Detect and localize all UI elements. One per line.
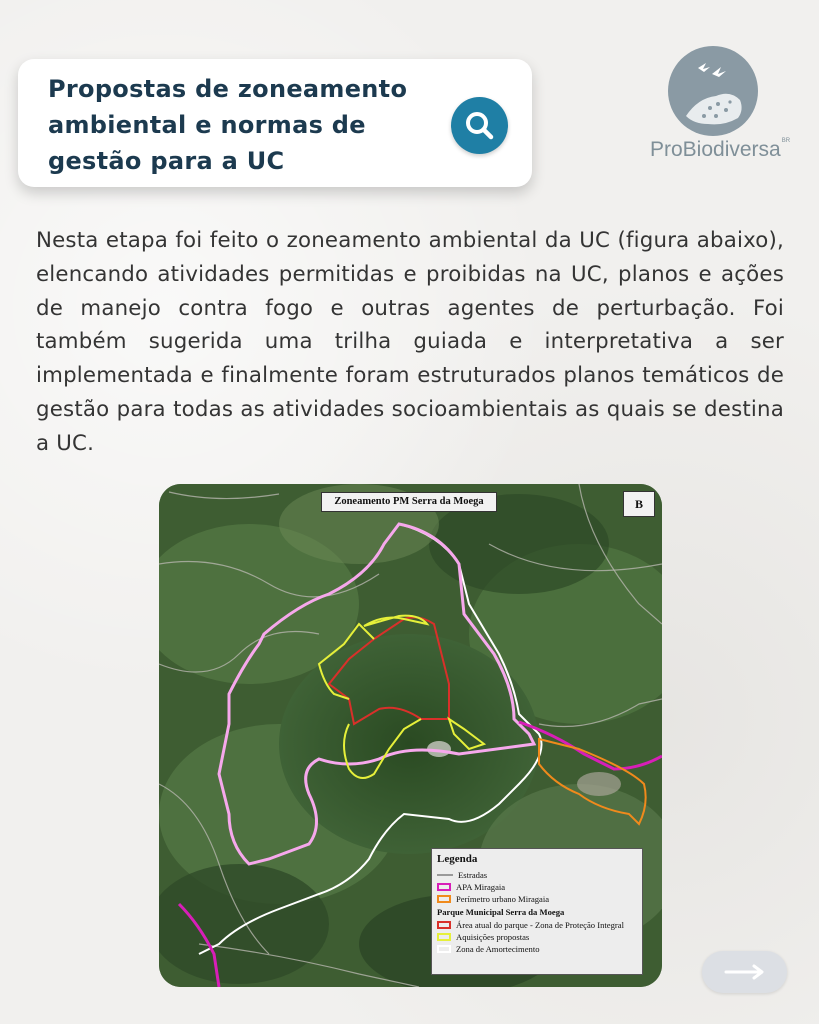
search-button[interactable]: [451, 97, 508, 154]
intro-paragraph: Nesta etapa foi feito o zoneamento ambiental da UC (figura abaixo), elencando atividades permitidas e proibidas na UC, planos e ações de manejo contra fogo e outras agentes de perturbação. Foi também sugerida uma trilha guiada e interpretativa a ser implementada e finalmente foram estruturados planos temáticos de gestão para todas as atividades socioambientais as quais se destina a UC.: [36, 228, 784, 456]
page-title: Propostas de zoneamento ambiental e normas de gestão para a UC: [48, 75, 408, 175]
legend-item-amortecimento: [437, 943, 637, 955]
search-icon: [464, 110, 495, 141]
arrow-right-icon: [724, 964, 766, 980]
legend-label: Perímetro urbano Miragaia: [456, 894, 550, 904]
legend-label: Estradas: [458, 870, 488, 880]
legend-label: APA Miragaia: [456, 882, 506, 892]
next-button[interactable]: [702, 951, 787, 993]
legend-item-area-atual: [437, 919, 637, 931]
jaguar-birds-logo-icon: [668, 46, 758, 136]
brand-name: ProBiodiversa$^{BR}$: [650, 138, 791, 161]
legend-swatch: [437, 921, 451, 929]
legend-swatch: [437, 874, 453, 876]
legend-label: Zona de Amortecimento: [456, 944, 540, 954]
brand-mark: BR: [781, 138, 791, 144]
map-title: Zoneamento PM Serra da Moega: [321, 492, 497, 512]
brand-logo: [650, 46, 790, 166]
legend-swatch: [437, 933, 451, 941]
legend-label: Área atual do parque - Zona de Proteção Integral: [456, 920, 624, 930]
legend-item-perimetro: [437, 893, 637, 905]
legend-section-title: Parque Municipal Serra da Moega: [437, 907, 565, 917]
legend-swatch: [437, 895, 451, 903]
title-card: [18, 59, 532, 187]
zoning-map: [159, 484, 662, 987]
map-legend: [431, 848, 643, 975]
legend-swatch: [437, 945, 451, 953]
legend-title: Legenda: [437, 853, 478, 865]
legend-item-estradas: [437, 869, 637, 881]
legend-swatch: [437, 883, 451, 891]
legend-item-apa: [437, 881, 637, 893]
legend-label: Aquisições propostas: [456, 932, 530, 942]
legend-item-aquisicoes: [437, 931, 637, 943]
map-badge: B: [623, 491, 655, 517]
